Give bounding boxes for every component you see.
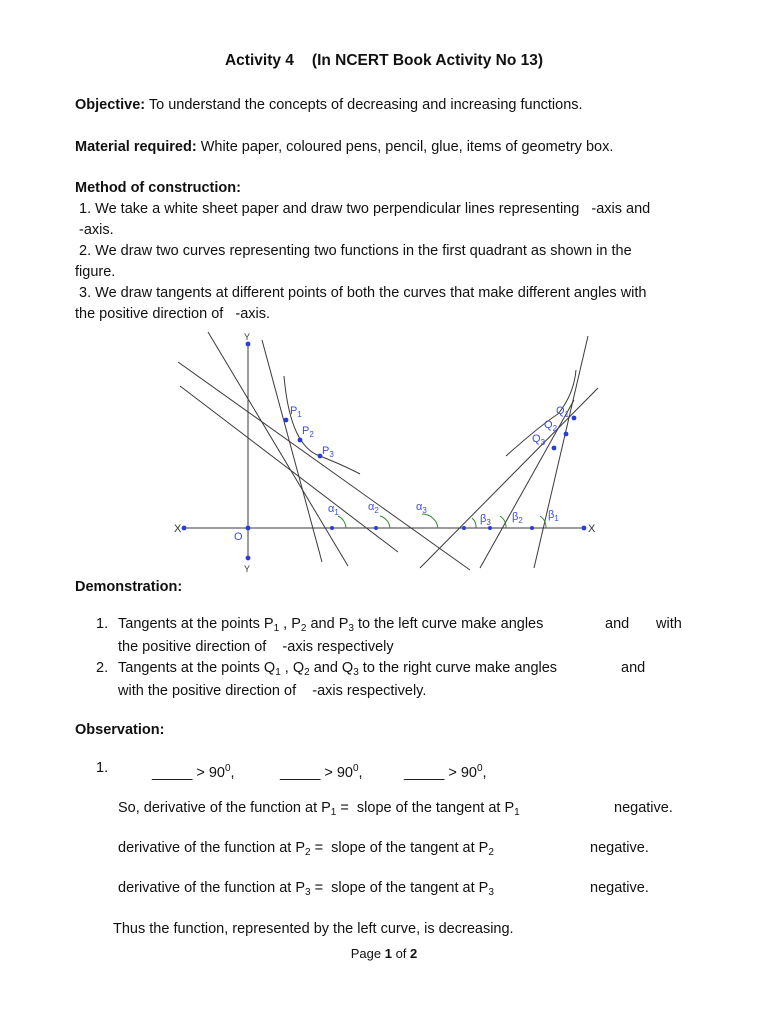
observation-heading-text: Observation:	[75, 722, 165, 738]
demo-item2-number: 2.	[96, 660, 109, 676]
material-label: Material required:	[75, 139, 197, 155]
label-b1: $\beta_1$	[548, 509, 559, 523]
obs-row-1-result: negative.	[614, 800, 673, 816]
y-top-point	[246, 342, 251, 347]
label-a1: $\alpha_1$	[328, 503, 339, 517]
x-intersect-3	[462, 526, 466, 530]
label-p1: $P_1$	[290, 405, 302, 419]
label-p3: $P_3$	[322, 445, 334, 459]
demonstration-heading	[75, 577, 182, 598]
y-bottom-point	[246, 556, 251, 561]
tangent-p1-steep	[262, 340, 322, 562]
demo-item1-line2: the positive direction of -axis respectively	[118, 639, 394, 655]
page-footer	[0, 946, 768, 961]
method-heading-text: Method of construction:	[75, 180, 241, 196]
method-step3b: the positive direction of -axis.	[75, 306, 271, 322]
demo-item1-and: and	[605, 616, 630, 632]
arc-a3	[422, 514, 438, 528]
label-x-right: X	[588, 523, 596, 535]
demo-item1-line1: Tangents at the points $P_1$ , $P_2$ and $P_3$ to the left curve make angles	[118, 616, 544, 634]
obs-row-3: derivative of the function at $P_3$ = slope of the tangent at $P_3$	[118, 880, 494, 898]
obs-row-2: derivative of the function at $P_2$ = slope of the tangent at $P_2$	[118, 840, 494, 858]
footer-prefix: Page	[350, 946, 385, 961]
point-p1	[284, 418, 289, 423]
obs-row-2-result: negative.	[590, 840, 649, 856]
observation-heading	[75, 720, 164, 741]
page-title	[0, 52, 768, 70]
label-y-bottom: Y	[244, 564, 251, 574]
objective-text: To understand the concepts of decreasing and increasing functions.	[145, 97, 583, 113]
tangent-figure	[170, 322, 604, 574]
x-intersect-2	[374, 526, 378, 530]
x-intersect-1	[330, 526, 334, 530]
x-intersect-5	[530, 526, 534, 530]
label-b2: $\beta_2$	[512, 511, 523, 525]
label-q2: $Q_2$	[544, 419, 558, 433]
obs-blank-1: _____ > $90^0$,	[152, 763, 235, 781]
arc-a2	[380, 516, 390, 528]
label-y-top: Y	[244, 332, 251, 342]
title-ncert: (In NCERT Book Activity No 13)	[311, 52, 543, 69]
footer-of: of	[391, 946, 411, 961]
x-left-point	[182, 526, 187, 531]
objective-line	[75, 95, 583, 116]
tangent-q1	[534, 336, 588, 568]
arc-b3	[472, 518, 476, 528]
demo-item1-with: with	[656, 616, 682, 632]
obs-number: 1.	[96, 760, 109, 776]
demo-item1-number: 1.	[96, 616, 109, 632]
obs-blank-3: _____ > $90^0$,	[404, 763, 487, 781]
demo-item2-and: and	[621, 660, 646, 676]
footer-total-pages: 2	[410, 946, 418, 961]
label-b3: $\beta_3$	[480, 513, 491, 527]
footer-current-page: 1	[384, 946, 392, 961]
tangent-q3	[420, 388, 598, 568]
demonstration-heading-text: Demonstration:	[75, 579, 183, 595]
arc-b1	[540, 516, 546, 528]
point-q2	[564, 432, 569, 437]
title-activity: Activity 4	[224, 52, 294, 69]
obs-row-3-result: negative.	[590, 880, 649, 896]
label-origin: O	[234, 531, 243, 543]
point-q1	[572, 416, 577, 421]
obs-conclusion: Thus the function, represented by the left curve, is decreasing.	[113, 921, 514, 937]
method-step2a: 2. We draw two curves representing two functions in the first quadrant as shown in the	[75, 243, 632, 259]
figure-labels	[174, 332, 596, 574]
tangent-p2	[178, 362, 470, 570]
method-step1a: 1. We take a white sheet paper and draw two perpendicular lines representing -axis and	[75, 201, 651, 217]
material-text: White paper, coloured pens, pencil, glue, items of geometry box.	[196, 139, 614, 155]
label-q3: $Q_3$	[532, 433, 546, 447]
label-p2: $P_2$	[302, 425, 314, 439]
left-curve	[284, 376, 360, 474]
point-q3	[552, 446, 557, 451]
label-q1: $Q_1$	[556, 405, 570, 419]
obs-row-1: So, derivative of the function at $P_1$ = slope of the tangent at $P_1$	[118, 800, 520, 818]
method-step2b: figure.	[75, 264, 116, 280]
material-line	[75, 137, 613, 158]
demo-item2-line2: with the positive direction of -axis respectively.	[118, 683, 427, 699]
origin-point	[246, 526, 251, 531]
method-heading	[75, 178, 241, 199]
arc-a1	[338, 516, 346, 528]
method-step1b: -axis.	[75, 222, 114, 238]
label-a2: $\alpha_2$	[368, 501, 379, 515]
x-right-point	[582, 526, 587, 531]
point-p2	[298, 438, 303, 443]
objective-label: Objective:	[75, 97, 146, 113]
label-x-left: X	[174, 523, 182, 535]
method-step3a: 3. We draw tangents at different points of both the curves that make different angles with	[75, 285, 647, 301]
label-a3: $\alpha_3$	[416, 501, 427, 515]
obs-blank-2: _____ > $90^0$,	[280, 763, 363, 781]
demo-item2-line1: Tangents at the points $Q_1$ , $Q_2$ and $Q_3$ to the right curve make angles	[118, 660, 558, 678]
tangent-q2	[480, 400, 574, 568]
